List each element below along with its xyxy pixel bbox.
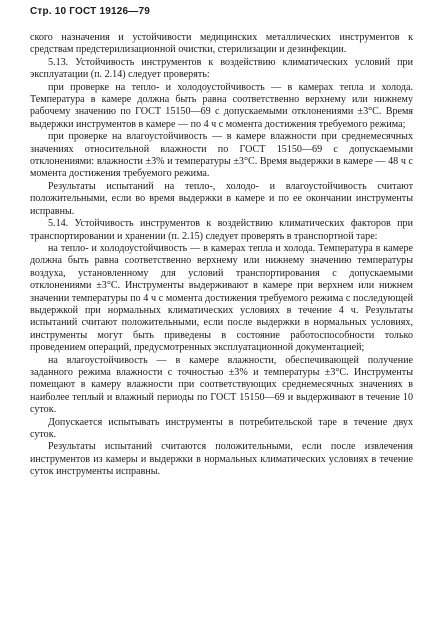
paragraph-heat-cold-test: при проверке на тепло- и холодоустойчивость — в камерах тепла и холода. Температура в камере должна быть равна соответственно верхнему или нижнему рабочему значению по ГОСТ 15150—69 с допускаемыми отклонениями ±3°С. Время выдержки инструментов в камере — по 4 ч с момента достижения требуемого режима; xyxy=(30,81,413,130)
paragraph-5-13: 5.13. Устойчивость инструментов к воздействию климатических условий при эксплуатации (п. 2.14) следует проверять: xyxy=(30,56,413,81)
body-text xyxy=(30,32,413,479)
paragraph-continuation: ского назначения и устойчивости медицинских металлических инструментов к средствам предстерилизационной очистки, стерилизации и дезинфекции. xyxy=(30,32,413,56)
paragraph-transport-heat-cold: на тепло- и холодоустойчивость — в камерах тепла и холода. Температура в камере должна быть равна соответственно верхнему или нижнему значению температуры воздуха, установленному для условий транспортирования с допускаемыми отклонениями ±3°С. Инструменты выдерживают в камере при верхнем или нижнем значении температуры по 4 ч с момента достижения требуемого режима с последующей выдержкой при нормальных климатических условиях в течение 4 ч. Результаты испытаний считают положительными, если после выдержки в нормальных условиях, инструменты могут быть приведены в состояние работоспособности только проведением операций, предусмотренных эксплуатационной документацией; xyxy=(30,242,413,354)
paragraph-5-14: 5.14. Устойчивость инструментов к воздействию климатических факторов при транспортировании и хранении (п. 2.15) следует проверять в транспортной таре: xyxy=(30,218,413,242)
running-head: Стр. 10 ГОСТ 19126—79 xyxy=(30,6,150,17)
paragraph-humidity-test: при проверке на влагоустойчивость — в камере влажности при среднемесячных значениях относительной влажности по ГОСТ 15150—69 с допускаемыми отклонениями: влажности ±3% и температуры ±3°С. Время выдержки в камере — 48 ч с момента достижения требуемого режима. xyxy=(30,131,413,180)
paragraph-transport-humidity: на влагоустойчивость — в камере влажности, обеспечивающей получение заданного режима влажности с точностью ±3% и температуры ±3°С. Инструменты помещают в камеру влажности при соответствующих среднемесячных значениях в наиболее теплый и влажный периоды по ГОСТ 15150—69 и выдерживают в течение 10 суток. xyxy=(30,354,413,416)
paragraph-results-5-14: Результаты испытаний считаются положительными, если после извлечения инструментов из камеры и выдержки в нормальных климатических условиях в течение суток инструменты исправны. xyxy=(30,441,413,478)
paragraph-consumer-packaging: Допускается испытывать инструменты в потребительской таре в течение двух суток. xyxy=(30,416,413,440)
paragraph-results-5-13: Результаты испытаний на тепло-, холодо- и влагоустойчивость считают положительными, если во время выдержки в камере и по ее окончании инструменты исправны. xyxy=(30,180,413,217)
